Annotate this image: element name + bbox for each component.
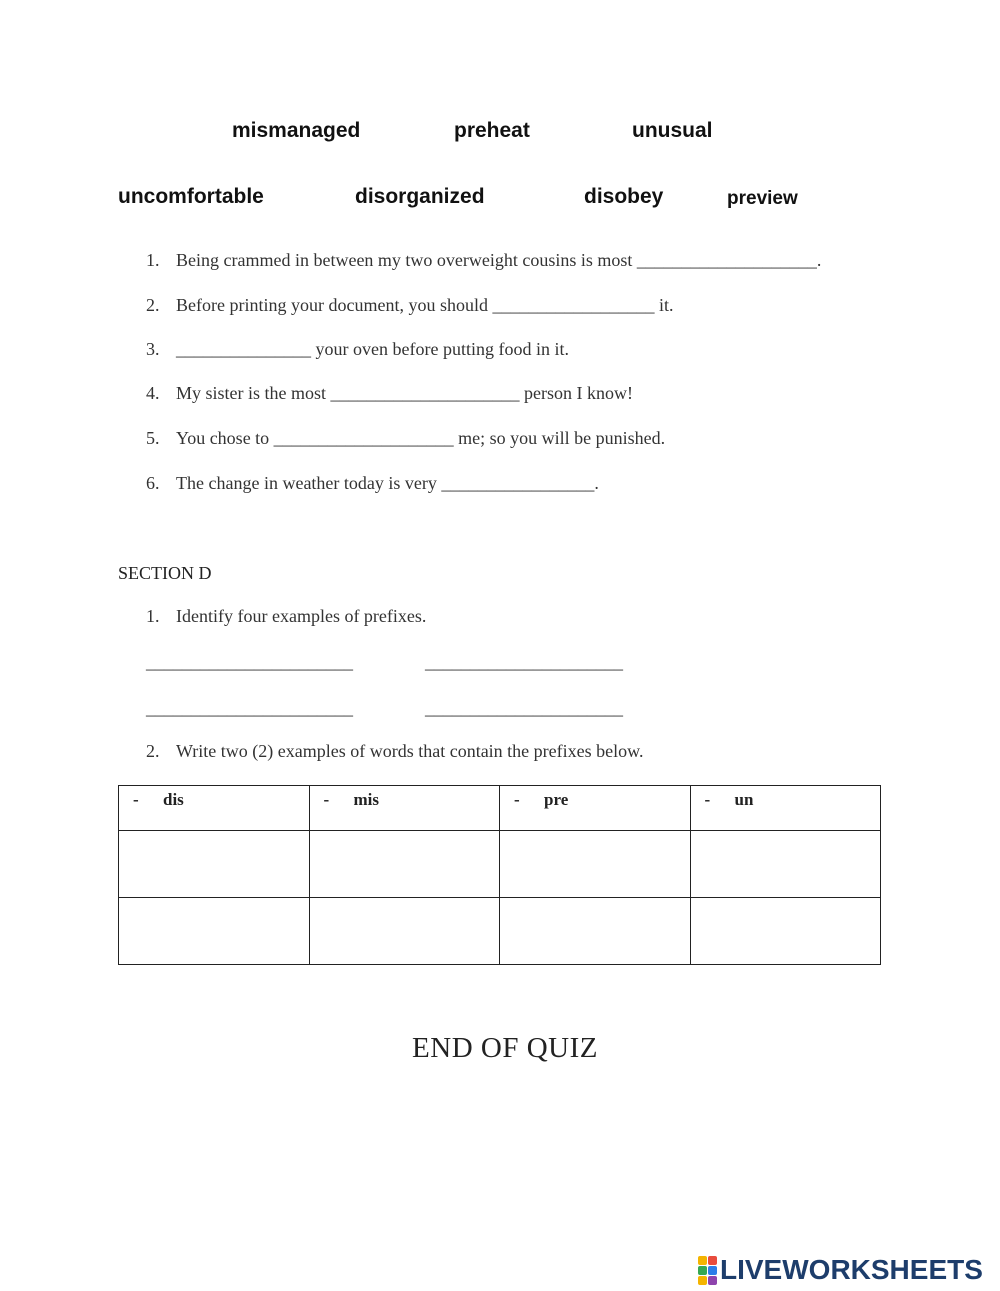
word-bank-preview: preview (727, 188, 798, 209)
question-text: Being crammed in between my two overweight cousins is most ____________________. (176, 250, 822, 270)
logo-text: LIVEWORKSHEETS (720, 1254, 983, 1285)
section-d-question-1 (146, 606, 426, 627)
bullet-dash: - (704, 790, 711, 809)
word-bank-disorganized: disorganized (355, 185, 485, 208)
question-text: Write two (2) examples of words that contain the prefixes below. (176, 741, 644, 761)
question-3 (146, 339, 569, 360)
section-d-title: SECTION D (118, 563, 212, 583)
question-6 (146, 473, 599, 494)
answer-cell[interactable] (690, 831, 881, 898)
prefix-header-cell (690, 786, 881, 831)
logo-blocks-icon (698, 1256, 717, 1285)
answer-cell[interactable] (119, 831, 310, 898)
prefix-label: un (734, 790, 754, 809)
liveworksheets-logo (698, 1255, 983, 1285)
bullet-dash: - (133, 790, 139, 809)
question-text: The change in weather today is very _________________. (176, 473, 599, 493)
answer-cell[interactable] (690, 898, 881, 965)
question-number: 4. (146, 383, 160, 403)
prefix-table-header-row (119, 786, 881, 831)
bullet-dash: - (514, 790, 520, 809)
table-row (119, 898, 881, 965)
prefix-header-cell (309, 786, 500, 831)
question-1 (146, 250, 821, 271)
question-5 (146, 428, 665, 449)
section-d-question-2 (146, 741, 643, 762)
logo-block (708, 1256, 717, 1265)
answer-cell[interactable] (309, 831, 500, 898)
question-number: 1. (146, 250, 160, 270)
prefix-label: dis (163, 790, 184, 809)
prefix-header-cell (500, 786, 691, 831)
answer-cell[interactable] (500, 831, 691, 898)
logo-block (698, 1256, 707, 1265)
question-text: Identify four examples of prefixes. (176, 606, 427, 626)
answer-blank-1[interactable]: _______________________ (146, 652, 353, 672)
question-text: _______________ your oven before putting food in it. (176, 339, 569, 359)
word-bank-preheat: preheat (454, 119, 530, 142)
question-number: 1. (146, 606, 160, 626)
word-bank-disobey: disobey (584, 185, 664, 208)
question-number: 2. (146, 741, 160, 761)
logo-block (708, 1276, 717, 1285)
logo-block (698, 1276, 707, 1285)
answer-blank-4[interactable]: ______________________ (425, 698, 623, 718)
question-number: 5. (146, 428, 160, 448)
prefix-table (118, 785, 881, 965)
logo-block (698, 1266, 707, 1275)
question-4 (146, 383, 633, 404)
question-2 (146, 295, 673, 316)
question-number: 2. (146, 295, 160, 315)
logo-block (708, 1266, 717, 1275)
question-text: You chose to ____________________ me; so you will be punished. (176, 428, 666, 448)
word-bank-unusual: unusual (632, 119, 713, 142)
prefix-header-cell (119, 786, 310, 831)
question-number: 6. (146, 473, 160, 493)
prefix-label: pre (544, 790, 569, 809)
end-of-quiz-title: END OF QUIZ (412, 1032, 598, 1064)
answer-cell[interactable] (119, 898, 310, 965)
answer-cell[interactable] (500, 898, 691, 965)
word-bank-uncomfortable: uncomfortable (118, 185, 264, 208)
question-text: My sister is the most _____________________ person I know! (176, 383, 633, 403)
answer-blank-3[interactable]: _______________________ (146, 698, 353, 718)
table-row (119, 831, 881, 898)
bullet-dash: - (323, 790, 330, 809)
question-number: 3. (146, 339, 160, 359)
question-text: Before printing your document, you should __________________ it. (176, 295, 674, 315)
word-bank-mismanaged: mismanaged (232, 119, 361, 142)
prefix-label: mis (353, 790, 379, 809)
answer-blank-2[interactable]: ______________________ (425, 652, 623, 672)
answer-cell[interactable] (309, 898, 500, 965)
